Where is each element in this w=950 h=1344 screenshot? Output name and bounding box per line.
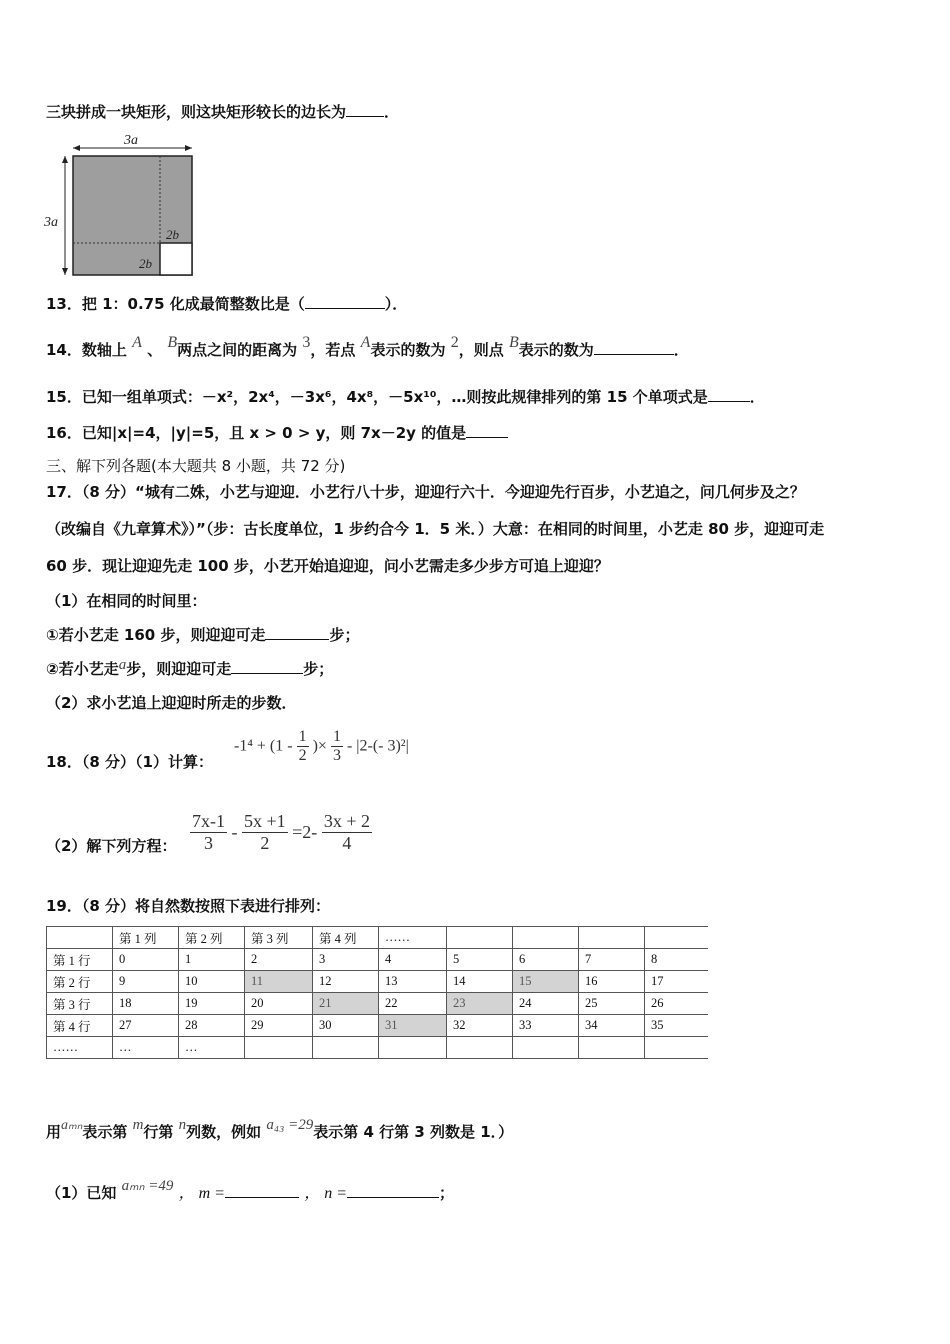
var-a2: A <box>360 334 371 351</box>
table-cell: 21 <box>313 993 379 1015</box>
table-cell: 10 <box>179 971 245 993</box>
label-top: 3a <box>124 133 138 148</box>
q18-label <box>46 752 213 772</box>
q14-sep: 、 <box>147 341 163 359</box>
q14-tail: ． <box>673 341 689 359</box>
q14-mid3: 表示的数为 <box>370 341 446 359</box>
q19-desc-mid3: 列数，例如 <box>186 1123 262 1141</box>
blank <box>265 625 329 640</box>
table-cell <box>47 927 113 949</box>
intro-end: ． <box>384 103 400 121</box>
q17-sub1a-end: 步； <box>329 626 360 644</box>
expr-part-a: -1⁴ + (1 - <box>234 737 293 755</box>
q17-sub1b <box>46 659 333 680</box>
q15-end: ． <box>749 388 765 406</box>
blank <box>346 102 384 117</box>
section3-text: 三、解下列各题(本大题共 8 小题，共 72 分) <box>46 457 346 475</box>
blank <box>708 387 750 402</box>
table-cell: 第 2 行 <box>47 971 113 993</box>
frac-den: 2 <box>260 833 270 853</box>
q17-sub2-text: （2）求小艺追上迎迎时所走的步数． <box>46 694 297 712</box>
example-a43: a₄₃ =29 <box>266 1117 314 1133</box>
label-left: 3a <box>44 215 58 230</box>
frac-num: 7x-1 <box>192 811 225 831</box>
question-14 <box>46 334 689 361</box>
frac-num: 3x + 2 <box>323 811 370 831</box>
table-cell: 4 <box>379 949 447 971</box>
table-cell: 9 <box>113 971 179 993</box>
q17-sub1b-pre: ②若小艺走 <box>46 660 119 678</box>
num-two: 2 <box>450 334 459 351</box>
table-row <box>47 927 709 949</box>
table-cell: 24 <box>513 993 579 1015</box>
q14-mid: 两点之间的距离为 <box>177 341 298 359</box>
q17-sub1-text: （1）在相同的时间里： <box>46 592 207 610</box>
number-table <box>46 926 708 1059</box>
table-cell: 23 <box>447 993 513 1015</box>
table-cell: 5 <box>447 949 513 971</box>
table-cell: 20 <box>245 993 313 1015</box>
table-cell: 26 <box>645 993 709 1015</box>
table-cell: …… <box>47 1037 113 1059</box>
table-cell: 第 4 行 <box>47 1015 113 1037</box>
var-b2: B <box>508 334 519 351</box>
q18-label-text: 18．（8 分）（1）计算： <box>46 753 213 771</box>
table-cell <box>513 927 579 949</box>
table-cell: 第 3 列 <box>245 927 313 949</box>
q17-sub1a <box>46 625 359 645</box>
eq-equals: =2- <box>292 822 318 842</box>
table-cell: 7 <box>579 949 645 971</box>
frac-den: 3 <box>332 747 341 764</box>
q16-text: 16．已知|x|=4，|y|=5，且 x > 0 > y，则 7x－2y 的值是 <box>46 424 467 442</box>
table-row <box>47 971 709 993</box>
q18-equation <box>190 811 372 854</box>
var-b: B <box>167 334 178 351</box>
q19-label <box>46 896 330 916</box>
label-inner-bottom: 2b <box>139 256 152 271</box>
q19-description <box>46 1117 514 1144</box>
var-a: a <box>118 657 127 673</box>
table-cell <box>645 1037 709 1059</box>
table-cell: … <box>113 1037 179 1059</box>
q17-sub1a-text: ①若小艺走 160 步，则迎迎可走 <box>46 626 266 644</box>
section-heading <box>46 456 345 476</box>
question-16 <box>46 423 508 443</box>
table-cell <box>579 927 645 949</box>
table-cell: 19 <box>179 993 245 1015</box>
table-cell <box>447 1037 513 1059</box>
table-cell <box>579 1037 645 1059</box>
q14-mid4: ，则点 <box>458 341 504 359</box>
table-cell: …… <box>379 927 447 949</box>
table-row <box>47 1037 709 1059</box>
q17-line2 <box>46 519 824 539</box>
q19-desc-pre: 用 <box>46 1123 62 1141</box>
blank-n <box>347 1183 439 1198</box>
table-cell: 27 <box>113 1015 179 1037</box>
blank <box>305 294 385 309</box>
q18-expression <box>234 728 409 765</box>
question-15 <box>46 387 765 407</box>
table-cell: 11 <box>245 971 313 993</box>
n-label: ， n = <box>304 1185 348 1202</box>
table-cell: 32 <box>447 1015 513 1037</box>
expr-times: )× <box>312 737 327 755</box>
table-cell: 13 <box>379 971 447 993</box>
q17-line1 <box>46 482 805 502</box>
frac-num: 1 <box>332 728 341 745</box>
frac-3 <box>322 811 372 854</box>
table-cell: 0 <box>113 949 179 971</box>
blank <box>466 423 508 438</box>
frac-den: 2 <box>298 747 307 764</box>
table-cell <box>245 1037 313 1059</box>
table-cell: 1 <box>179 949 245 971</box>
table-cell: 18 <box>113 993 179 1015</box>
q14-num: 14．数轴上 <box>46 341 127 359</box>
table-cell: 第 2 列 <box>179 927 245 949</box>
table-cell: 3 <box>313 949 379 971</box>
q17-sub1b-end: 步； <box>303 660 334 678</box>
q19-desc-end: 表示第 4 行第 3 列数是 1．） <box>313 1123 514 1141</box>
intro-text: 三块拼成一块矩形，则这块矩形较长的边长为 <box>46 103 347 121</box>
frac-1 <box>190 811 227 854</box>
table-cell: 34 <box>579 1015 645 1037</box>
q19-label-text: 19．（8 分）将自然数按照下表进行排列： <box>46 897 331 915</box>
m-label: ， m = <box>178 1185 225 1202</box>
num-three: 3 <box>302 334 311 351</box>
rectangle-figure <box>40 128 200 280</box>
frac-den: 3 <box>204 833 213 853</box>
table-cell: 31 <box>379 1015 447 1037</box>
frac-num: 5x +1 <box>244 811 286 831</box>
table-cell: 12 <box>313 971 379 993</box>
table-cell: 第 3 行 <box>47 993 113 1015</box>
q19-sub1 <box>46 1178 455 1204</box>
q19-sub1-pre: （1）已知 <box>46 1184 117 1202</box>
table-cell <box>313 1037 379 1059</box>
table-cell <box>447 927 513 949</box>
q13-text: 13．把 1：0.75 化成最简整数比是（ <box>46 295 305 313</box>
table-cell: 33 <box>513 1015 579 1037</box>
frac-den: 4 <box>342 833 352 853</box>
table-row <box>47 949 709 971</box>
table-cell: 29 <box>245 1015 313 1037</box>
var-m: m <box>132 1117 144 1133</box>
q17-line1-text: 17．（8 分）“城有二姝，小艺与迎迎．小艺行八十步，迎迎行六十．今迎迎先行百步，小艺追之，问几何步及之？ <box>46 483 805 501</box>
q17-sub1 <box>46 591 206 611</box>
table-cell: 35 <box>645 1015 709 1037</box>
var-amn: aₘₙ <box>61 1118 83 1133</box>
table-cell: 15 <box>513 971 579 993</box>
table-cell: 17 <box>645 971 709 993</box>
table-cell: 14 <box>447 971 513 993</box>
q18-label2-text: （2）解下列方程： <box>46 837 177 855</box>
q17-sub2 <box>46 693 296 713</box>
q19-sub1-end: ； <box>439 1184 455 1202</box>
table-cell: 第 4 列 <box>313 927 379 949</box>
table-cell: 25 <box>579 993 645 1015</box>
q14-mid2: ，若点 <box>310 341 356 359</box>
table-cell <box>513 1037 579 1059</box>
frac-half <box>297 728 309 765</box>
table-cell: 30 <box>313 1015 379 1037</box>
table-cell: 16 <box>579 971 645 993</box>
table-cell: 第 1 行 <box>47 949 113 971</box>
given-amn: aₘₙ =49 <box>121 1178 174 1194</box>
table-cell: 6 <box>513 949 579 971</box>
var-n: n <box>178 1117 187 1133</box>
eq-minus: - <box>231 822 238 842</box>
var-a: A <box>132 334 142 351</box>
q18-label2 <box>46 836 176 856</box>
blank <box>231 659 303 674</box>
q14-end: 表示的数为 <box>518 341 594 359</box>
q17-line3-text: 60 步．现让迎迎先走 100 步，小艺开始追迎迎，问小艺需走多少步方可追上迎迎？ <box>46 557 609 575</box>
blank <box>594 340 674 355</box>
label-inner-right: 2b <box>166 227 179 242</box>
q13-end: ）． <box>384 295 408 313</box>
table-cell: 28 <box>179 1015 245 1037</box>
expr-part-b: - |2-(- 3)²| <box>346 737 409 755</box>
table-cell: … <box>179 1037 245 1059</box>
question-13 <box>46 294 407 314</box>
q15-text: 15．已知一组单项式：－x²，2x⁴，－3x⁶，4x⁸，－5x¹⁰，…则按此规律排列的第 15 个单项式是 <box>46 388 708 406</box>
table-cell: 22 <box>379 993 447 1015</box>
frac-third <box>331 728 343 765</box>
table-row <box>47 993 709 1015</box>
intro-line <box>46 102 399 122</box>
q19-desc-mid2: 行第 <box>143 1123 174 1141</box>
table-cell <box>645 927 709 949</box>
q17-line3 <box>46 556 609 576</box>
q19-desc-mid1: 表示第 <box>82 1123 128 1141</box>
q17-line2-text: （改编自《九章算术》）”（步：古长度单位，1 步约合今 1．5 米．）大意：在相同的时间里，小艺走 80 步，迎迎可走 <box>46 520 825 538</box>
table-cell: 2 <box>245 949 313 971</box>
table-cell <box>379 1037 447 1059</box>
frac-2 <box>242 811 288 854</box>
table-row <box>47 1015 709 1037</box>
frac-num: 1 <box>298 728 307 745</box>
table-cell: 8 <box>645 949 709 971</box>
blank-m <box>225 1183 299 1198</box>
q17-sub1b-mid: 步，则迎迎可走 <box>126 660 232 678</box>
table-cell: 第 1 列 <box>113 927 179 949</box>
